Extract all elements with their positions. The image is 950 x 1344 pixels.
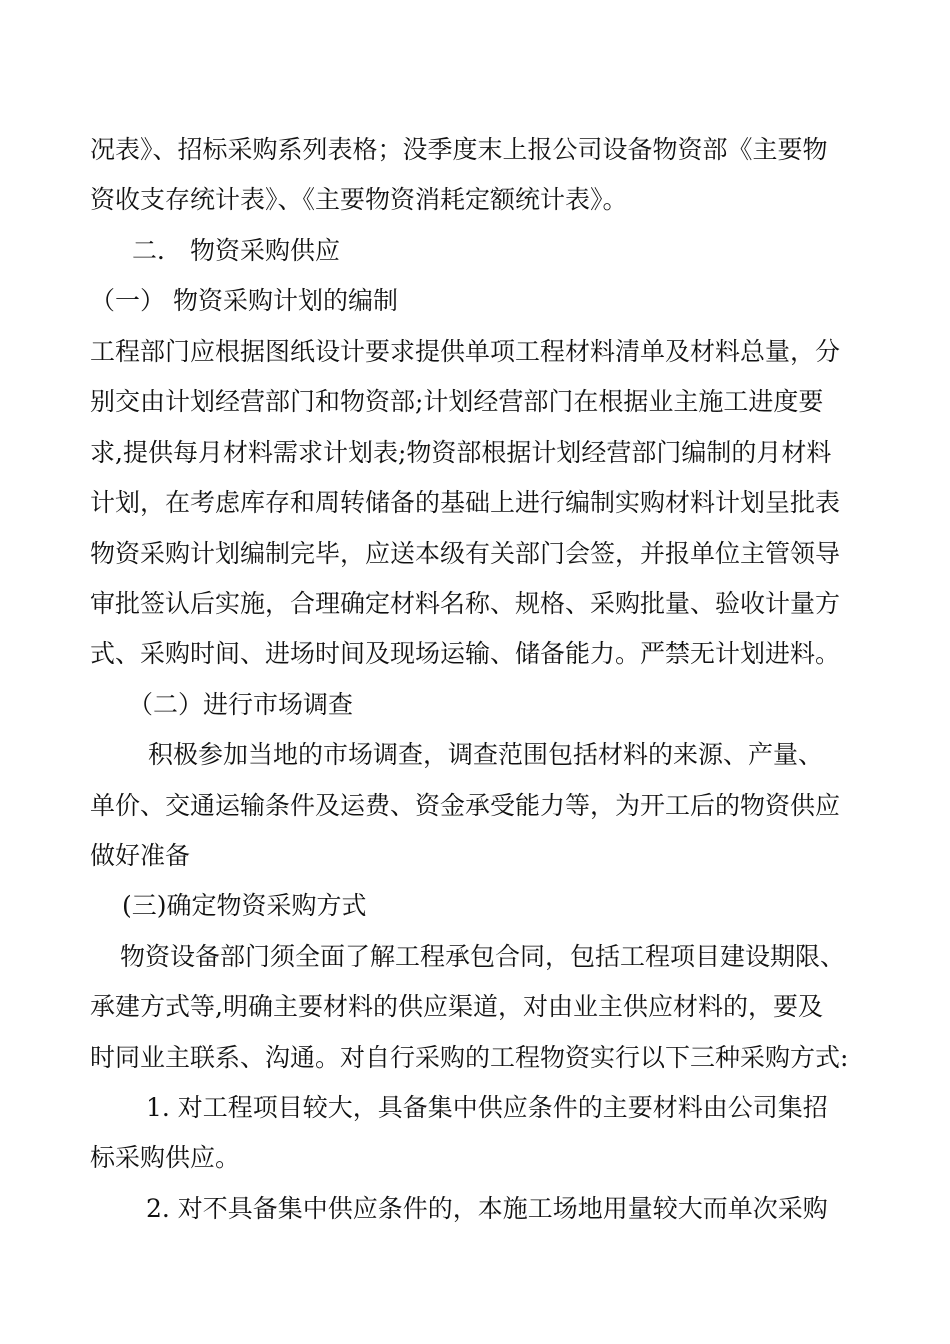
subsection-heading: （二）进行市场调查 <box>128 690 354 719</box>
body-text-line: 标采购供应。 <box>90 1143 241 1172</box>
body-text-line: 物资采购计划编制完毕，应送本级有关部门会签，并报单位主管领导 <box>90 539 841 568</box>
body-text-line: 式、采购时间、进场时间及现场运输、储备能力。严禁无计划进料。 <box>90 639 841 668</box>
body-text-line: 计划，在考虑库存和周转储备的基础上进行编制实购材料计划呈批表 <box>90 488 841 517</box>
body-text-line: 积极参加当地的市场调查，调查范围包括材料的来源、产量、 <box>148 740 824 769</box>
body-text-line: 审批签认后实施，合理确定材料名称、规格、采购批量、验收计量方 <box>90 589 841 618</box>
body-text-line: 物资设备部门须全面了解工程承包合同，包括工程项目建设期限、 <box>120 942 846 971</box>
numbered-item: 2. 对不具备集中供应条件的，本施工场地用量较大而单次采购 <box>146 1194 828 1223</box>
body-text-line: 求,提供每月材料需求计划表;物资部根据计划经营部门编制的月材料 <box>90 438 832 467</box>
subsection-heading: (三)确定物资采购方式 <box>122 891 367 920</box>
body-text-line: 况表》、招标采购系列表格；没季度末上报公司设备物资部《主要物 <box>90 135 828 164</box>
numbered-item: 1. 对工程项目较大，具备集中供应条件的主要材料由公司集招 <box>146 1093 828 1122</box>
section-heading: 二． 物资采购供应 <box>132 236 340 265</box>
subsection-heading: （一） 物资采购计划的编制 <box>90 286 398 315</box>
body-text-line: 做好准备 <box>90 841 191 870</box>
body-text-line: 承建方式等,明确主要材料的供应渠道，对由业主供应材料的，要及 <box>90 992 823 1021</box>
body-text-line: 资收支存统计表》、《主要物资消耗定额统计表》。 <box>90 185 628 214</box>
body-text-line: 时同业主联系、沟通。对自行采购的工程物资实行以下三种采购方式: <box>90 1043 849 1072</box>
body-text-line: 单价、交通运输条件及运费、资金承受能力等，为开工后的物资供应 <box>90 791 841 820</box>
body-text-line: 工程部门应根据图纸设计要求提供单项工程材料清单及材料总量，分 <box>90 337 841 366</box>
body-text-line: 别交由计划经营部门和物资部;计划经营部门在根据业主施工进度要 <box>90 387 824 416</box>
